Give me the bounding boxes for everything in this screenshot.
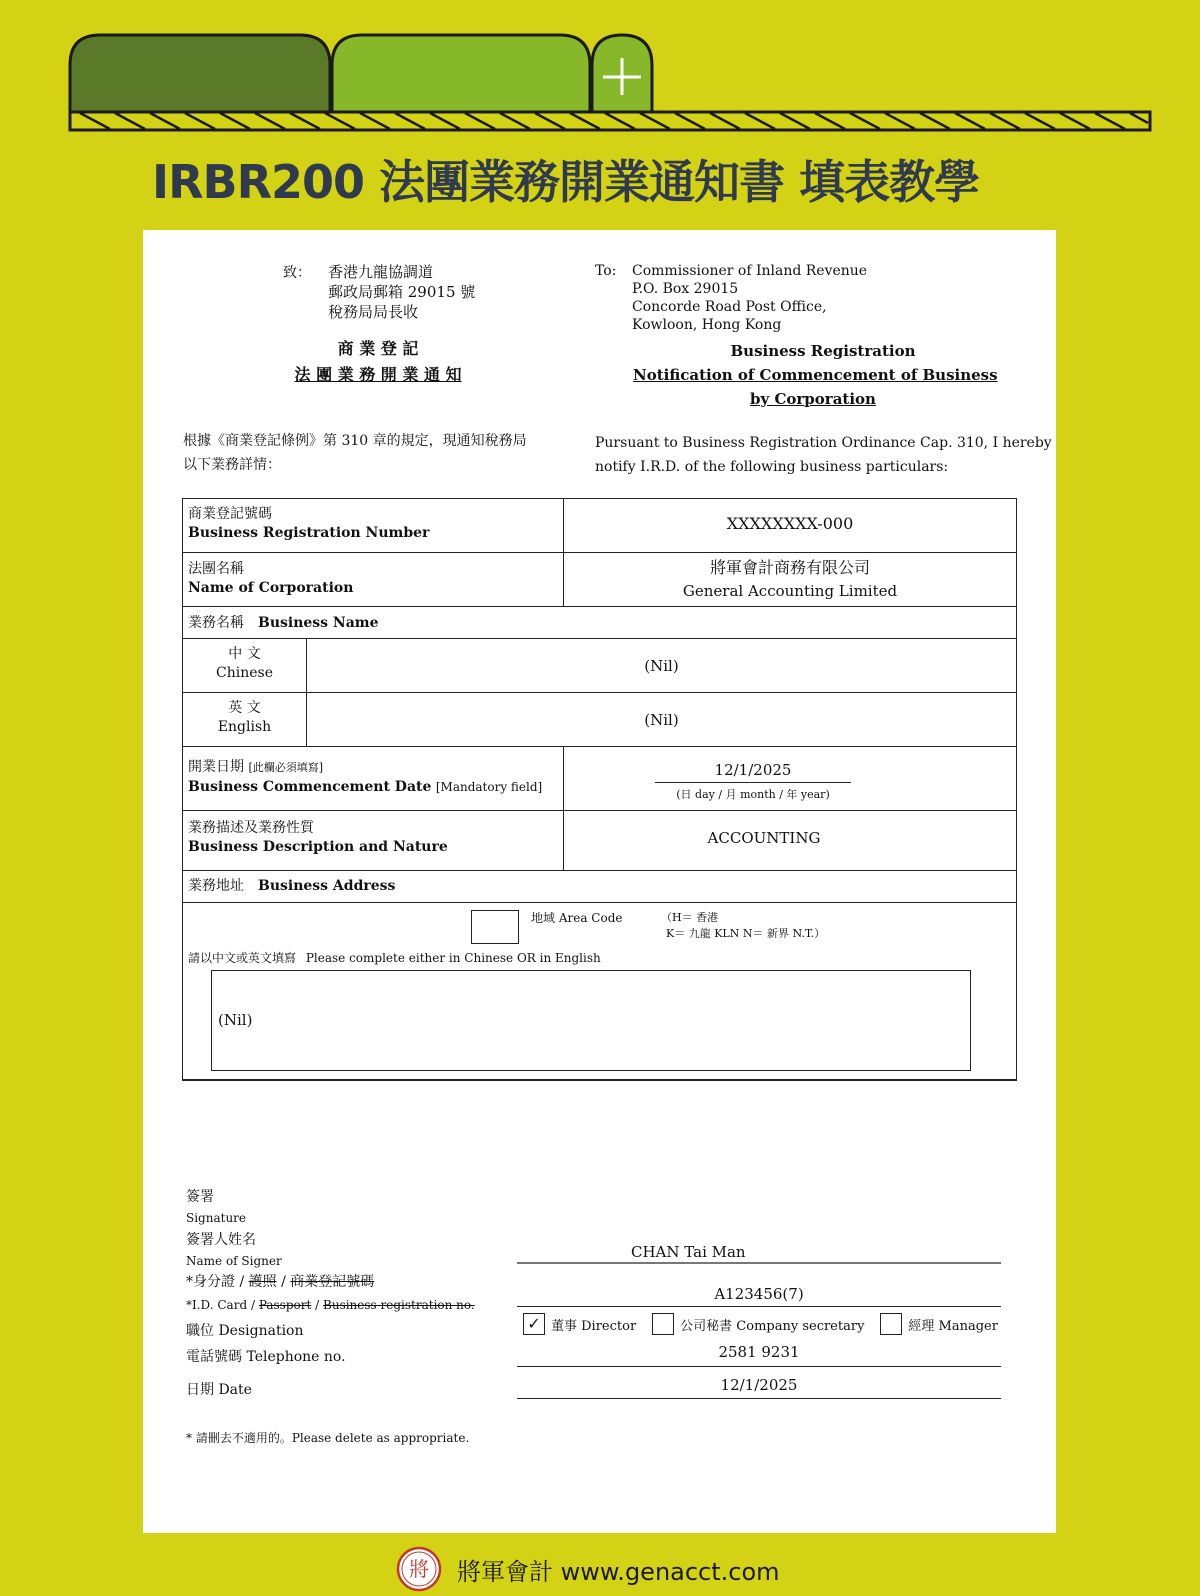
signature-label-en: Signature (186, 1211, 247, 1225)
area-code-note2: K＝ 九龍 KLN N＝ 新界 N.T.） (666, 927, 826, 940)
to-label-en: To: (595, 263, 617, 279)
designation-manager[interactable] (880, 1313, 998, 1335)
brand-seal-char: 將 (409, 1557, 429, 1581)
area-code-input[interactable] (471, 910, 519, 944)
brn-label-zh: 商業登記號碼 (188, 506, 272, 522)
intro-en-line2: notify I.R.D. of the following business particulars: (595, 459, 949, 475)
secretary-label: 公司秘書 Company secretary (680, 1318, 865, 1334)
description-label-en: Business Description and Nature (188, 839, 448, 855)
address-instruction-en: Please complete either in Chinese OR in English (305, 951, 601, 965)
secretary-checkbox[interactable] (652, 1313, 674, 1335)
chinese-label-zh: 中 文 (228, 646, 261, 662)
english-label-zh: 英 文 (228, 700, 261, 716)
intro-zh-line2: 以下業務詳情： (183, 457, 281, 473)
date-label: 日期 Date (186, 1382, 252, 1398)
table-bottom-double (182, 1080, 1017, 1081)
id-label-zh: *身分證 (186, 1274, 235, 1290)
address-value: (Nil) (218, 1011, 253, 1029)
corp-label-en: Name of Corporation (188, 580, 354, 596)
address-label-en: Business Address (258, 878, 396, 894)
signer-label-zh: 簽署人姓名 (186, 1232, 256, 1248)
id-label-en-strike2: Business registration no. (323, 1298, 475, 1312)
commencement-label-en: Business Commencement Date (188, 779, 432, 795)
id-label-zh-strike2: 商業登記號碼 (290, 1274, 375, 1290)
intro-zh-line1: 根據《商業登記條例》第 310 章的規定，現通知稅務局 (183, 433, 527, 449)
brn-label-en: Business Registration Number (188, 525, 430, 541)
designation-label: 職位 Designation (186, 1323, 304, 1339)
to-en-line4: Kowloon, Hong Kong (632, 317, 782, 333)
page-title: IRBR200 法團業務開業通知書 填表教學 (152, 155, 980, 209)
director-checkbox[interactable]: ✓ (523, 1313, 545, 1335)
signature-label-zh: 簽署 (186, 1189, 214, 1205)
to-en-line1: Commissioner of Inland Revenue (632, 263, 868, 279)
description-value[interactable]: ACCOUNTING (707, 829, 821, 847)
title-zh-line1: 商 業 登 記 (337, 339, 419, 358)
id-value[interactable]: A123456(7) (714, 1285, 804, 1303)
address-label-zh: 業務地址 (188, 878, 244, 894)
brn-value[interactable]: XXXXXXXX-000 (726, 514, 854, 533)
manager-checkbox[interactable] (880, 1313, 902, 1335)
chinese-label-en: Chinese (216, 665, 273, 681)
director-label: 董事 Director (551, 1318, 637, 1334)
to-zh-line2: 郵政局郵箱 29015 號 (328, 283, 476, 301)
tab-light (332, 35, 590, 112)
business-name-label-en: Business Name (258, 615, 379, 631)
commencement-note-zh: [此欄必須填寫] (248, 761, 324, 774)
commencement-label-zh: 開業日期 (188, 759, 244, 775)
header-tabs (0, 0, 1200, 135)
english-label-en: English (217, 719, 272, 735)
description-label-zh: 業務描述及業務性質 (188, 820, 314, 836)
area-code-label: 地域 Area Code (531, 911, 623, 925)
title-zh-line2: 法 團 業 務 開 業 通 知 (294, 365, 462, 384)
area-code-note1: （H＝ 香港 (661, 911, 719, 924)
to-zh-line3: 稅務局局長收 (328, 303, 419, 321)
tab-dark (70, 35, 330, 112)
brand-seal-icon (395, 1545, 443, 1593)
id-label-en-strike1: Passport (258, 1298, 312, 1312)
to-en-line3: Concorde Road Post Office, (632, 299, 827, 315)
date-value[interactable]: 12/1/2025 (720, 1376, 798, 1394)
title-en-line2: Notification of Commencement of Business (633, 366, 998, 384)
signer-label-en: Name of Signer (186, 1254, 282, 1268)
corp-value-zh[interactable]: 將軍會計商務有限公司 (709, 558, 870, 577)
english-name-value[interactable]: (Nil) (644, 711, 679, 729)
address-input[interactable] (211, 970, 971, 1071)
commencement-value[interactable]: 12/1/2025 (714, 761, 792, 779)
business-name-label-zh: 業務名稱 (188, 615, 244, 631)
id-label-zh-strike1: 護照 (248, 1274, 277, 1290)
footnote: * 請刪去不適用的。Please delete as appropriate. (186, 1431, 470, 1445)
to-zh-line1: 香港九龍協調道 (328, 263, 434, 281)
commencement-note-en: [Mandatory field] (435, 780, 543, 794)
designation-options (523, 1312, 998, 1336)
telephone-label: 電話號碼 Telephone no. (186, 1349, 346, 1365)
corp-value-en[interactable]: General Accounting Limited (682, 582, 898, 600)
manager-label: 經理 Manager (908, 1318, 998, 1334)
to-label-zh: 致： (283, 265, 311, 281)
title-en-line3: by Corporation (750, 390, 876, 408)
date-format-hint: (日 day / 月 month / 年 year) (676, 788, 830, 801)
telephone-value[interactable]: 2581 9231 (718, 1343, 800, 1361)
footer-brand (395, 1544, 780, 1594)
to-en-line2: P.O. Box 29015 (632, 281, 739, 297)
designation-secretary[interactable] (652, 1313, 864, 1335)
footer-brand-text[interactable]: 將軍會計 www.genacct.com (457, 1557, 780, 1586)
signer-value[interactable]: CHAN Tai Man (631, 1243, 746, 1261)
designation-director[interactable] (523, 1313, 636, 1335)
title-en-line1: Business Registration (730, 342, 916, 360)
corp-label-zh: 法團名稱 (188, 561, 244, 577)
form-paper: 致： 香港九龍協調道 郵政局郵箱 29015 號 稅務局局長收 To: Commissioner of Inland Revenue P.O. Box 29015 Concorde Road Post Office, Kowloon, Hong Kong 商 業 登 記 法 團 業 務 開 業 通 知 Business Registration Notification of Commencement of Business by Corporation 根據《商業登記條例》第 310 章的規定，現通知稅務局 以下業務詳情： Pursuant to Business Registration Ordinance Cap. 310, I hereby notify I.R.D. of the following business particulars: 商業登記號碼 Business Registration Number XXXXXXXX-000 法團名稱 Name of Corporation 將軍會計商務有限公司 General Accounting Limited 業務名稱 Business Name 中 文 Chinese (Nil) 英 文 English (Nil) 開業日期 [此欄必須填寫] Business Commencement Date [Mandatory field] 12/1/2025 (日 day / 月 month / 年 year) 業務描述及業務性質 Business Description and Nature ACCOUNTING 業務地址 Business Address 地域 Area Code （H＝ 香港 K＝ 九龍 KLN N＝ 新界 N.T.） 請以中文或英文填寫 Please complete either in Chinese OR in English (Nil) 簽署 Signature 簽署人姓名 Name of Signer CHAN Tai Man *身分證 / 護照 / 商業登記號碼 *I.D. Card / Passport / Business registration no. A123456(7) 職位 Designation ✓ 董事 Director 公司秘書 Company secretary 經理 Manager 電話號碼 Telephone no. 2581 9231 日期 Date 12/1/2025 * 請刪去不適用的。Please delete as appropriate. (143, 230, 1056, 1533)
id-label-en: *I.D. Card / (186, 1298, 255, 1312)
intro-en-line1: Pursuant to Business Registration Ordinance Cap. 310, I hereby (595, 435, 1052, 451)
address-instruction-zh: 請以中文或英文填寫 (188, 951, 297, 965)
chinese-name-value[interactable]: (Nil) (644, 657, 679, 675)
